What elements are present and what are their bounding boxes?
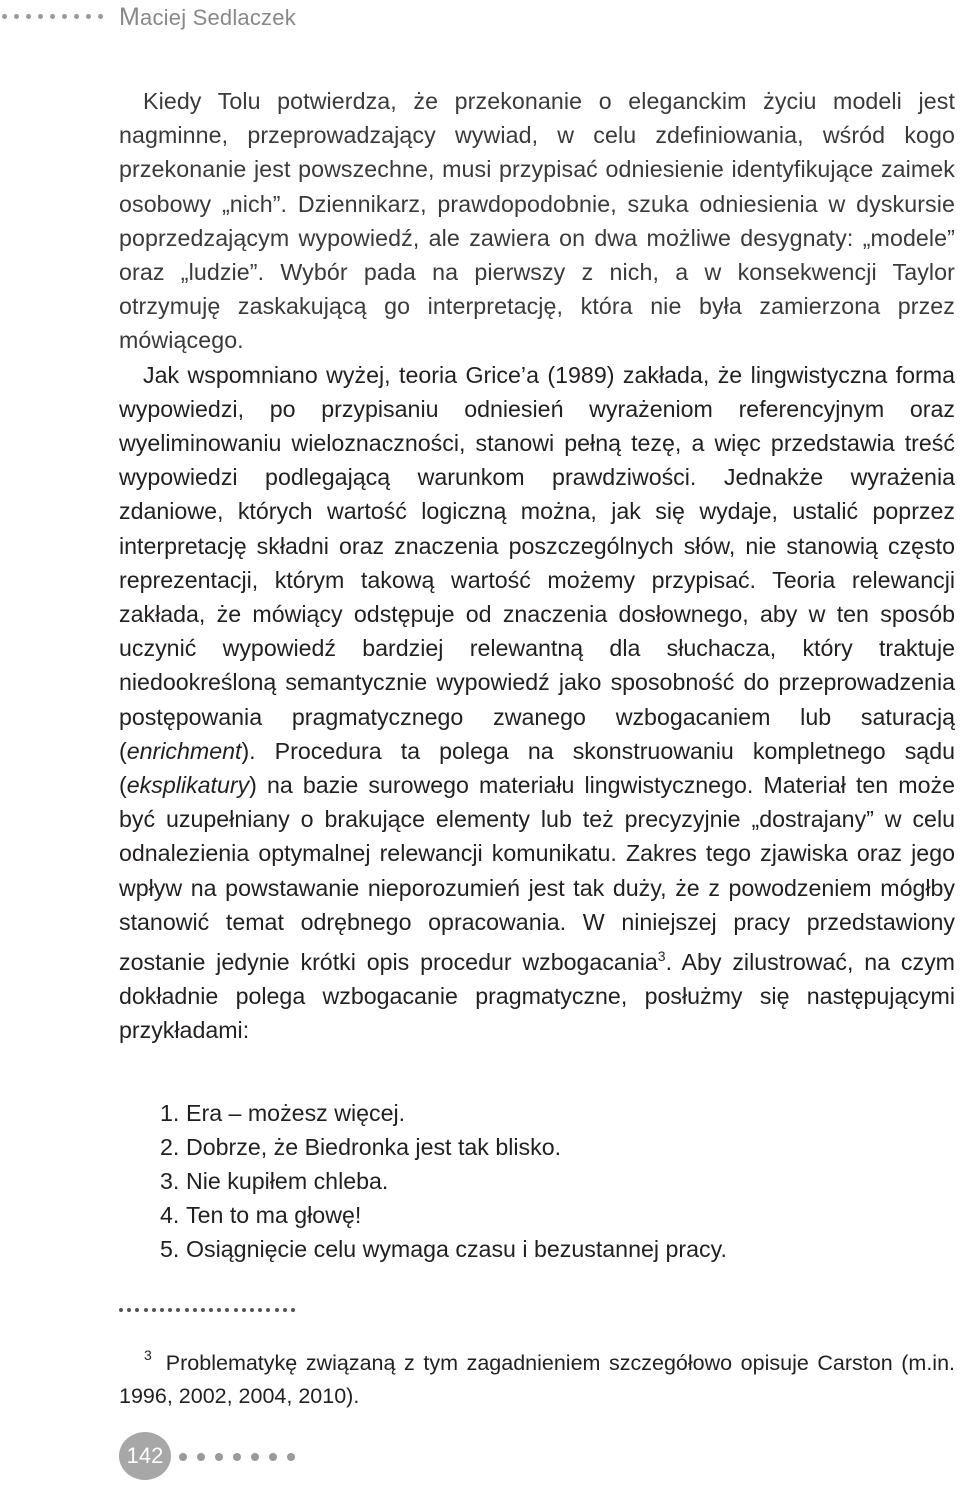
examples-list: [160, 1096, 727, 1266]
author-initial: M: [119, 3, 141, 31]
footnote-separator: [119, 1308, 299, 1312]
footer-dot-ornament: [179, 1453, 305, 1461]
list-item-text: Nie kupiłem chleba.: [186, 1168, 389, 1194]
running-header: [0, 0, 960, 36]
list-item-number: 4.: [160, 1202, 180, 1228]
paragraph-2-part-a: Jak wspomniano wyżej, teoria Grice’a (1989) zakłada, że lingwistyczna forma wypowiedzi, po przypisaniu odniesień wyrażeniom referencyjnym oraz wyeliminowaniu wieloznaczności, stanowi pełną tezę, a więc przedstawia treść wypowiedzi podlegającą warunkom prawdziwości. Jednakże wyrażenia zdaniowe, których wartość logiczną można, jak się wydaje, ustalić poprzez interpretację składni oraz znaczenia poszczególnych słów, nie stanowią często reprezentacji, którym takową wartość możemy przypisać. Teoria relewancji zakłada, że mówiący odstępuje od znaczenia dosłownego, aby w ten sposób uczynić wypowiedź bardziej relewantną dla słuchacza, który traktuje niedookreśloną semantycznie wypowiedź jako sposobność do przeprowadzenia postępowania pragmatycznego zwanego wzbogacaniem lub saturacją (: [119, 361, 955, 764]
list-item-text: Osiągnięcie celu wymaga czasu i bezustannej pracy.: [186, 1236, 727, 1262]
list-item: [160, 1232, 727, 1266]
list-item-number: 1.: [160, 1100, 180, 1126]
list-item-number: 5.: [160, 1236, 180, 1262]
list-item: [160, 1096, 727, 1130]
header-dot-ornament: [2, 14, 110, 19]
list-item-number: 3.: [160, 1168, 180, 1194]
list-item-text: Era – możesz więcej.: [186, 1100, 406, 1126]
list-item-text: Ten to ma głowę!: [186, 1202, 362, 1228]
term-enrichment: enrichment: [126, 737, 242, 764]
paragraph-2-part-c: ) na bazie surowego materiału lingwistycznego. Materiał ten może być uzupełniany o brakujące elementy lub też precyzyjnie „dostrajany” w celu odnalezienia optymalnej relewancji komunikatu. Zakres tego zjawiska oraz jego wpływ na powstawanie nieporozumień jest tak duży, że z powodzeniem mógłby stanowić temat odrębnego opracowania. W niniejszej pracy przedstawiony zostanie jedynie krótki opis procedur wzbogacania: [119, 772, 955, 976]
author-running-head: [119, 3, 296, 32]
footnote: [119, 1339, 955, 1413]
footnote-text: Problematykę związaną z tym zagadnieniem szczegółowo opisuje Carston (m.in. 1996, 2002, 2004, 2010).: [119, 1351, 955, 1408]
main-text: [119, 84, 955, 1048]
term-eksplikatury: eksplikatury: [126, 772, 250, 799]
paragraph-2: [119, 358, 955, 1048]
list-item-number: 2.: [160, 1134, 180, 1160]
list-item: [160, 1164, 727, 1198]
footnote-mark: 3: [144, 1347, 152, 1363]
paragraph-2-part-b: ). Procedura ta polega na skonstruowaniu kompletnego sądu (: [119, 737, 955, 799]
page-number: 142: [119, 1432, 171, 1480]
paragraph-1: Kiedy Tolu potwierdza, że przekonanie o eleganckim życiu modeli jest nagminne, przeprowadzający wywiad, w celu zdefiniowania, wśród kogo przekonanie jest powszechne, musi przypisać odniesienie identyfikujące zaimek osobowy „nich”. Dziennikarz, prawdopodobnie, szuka odniesienia w dyskursie poprzedzającym wypowiedź, ale zawiera on dwa możliwe desygnaty: „modele” oraz „ludzie”. Wybór pada na pierwszy z nich, a w konsekwencji Taylor otrzymuję zaskakującą go interpretację, która nie była zamierzona przez mówiącego.: [119, 88, 955, 354]
list-item: [160, 1198, 727, 1232]
paragraph-2-part-d: . Aby zilustrować, na czym dokładnie polega wzbogacanie pragmatyczne, posłużmy się następującymi przykładami:: [119, 949, 955, 1044]
list-item-text: Dobrze, że Biedronka jest tak blisko.: [186, 1134, 562, 1160]
author-name-rest: aciej Sedlaczek: [140, 5, 296, 30]
footnote-reference[interactable]: 3: [657, 948, 666, 965]
list-item: [160, 1130, 727, 1164]
